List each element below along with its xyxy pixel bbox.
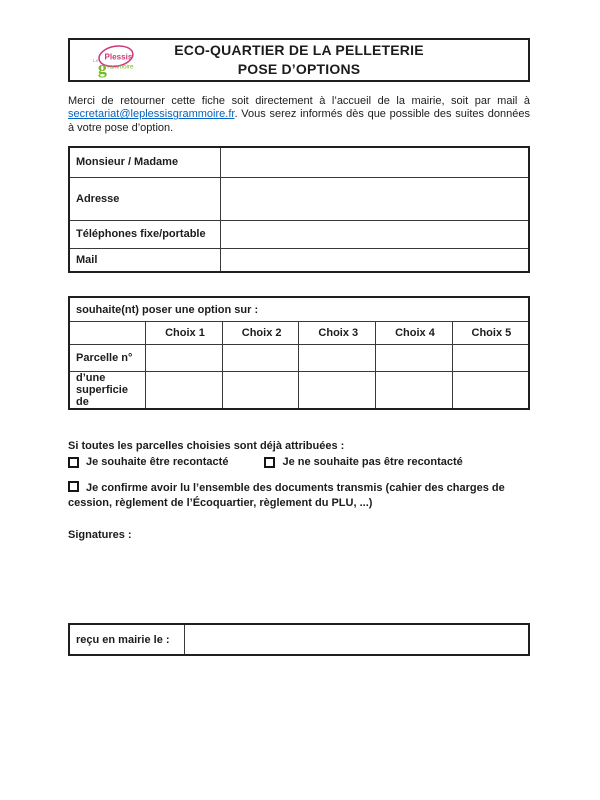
superficie-choix5-cell[interactable] [452,372,529,410]
reception-date-field[interactable] [185,624,530,655]
intro-paragraph [68,95,530,135]
svg-text:Le: Le [93,58,99,64]
confirmation-label: Je confirme avoir lu l’ensemble des documents transmis (cahier des charges de cession, règlement de l’Écoquartier, règlement du PLU, ...) [68,482,505,509]
table-row [69,624,529,655]
form-content [68,0,530,656]
reception-table [68,623,530,656]
recontact-no-label: Je ne souhaite pas être recontacté [282,456,463,469]
table-row [69,147,529,177]
recontact-intro: Si toutes les parcelles choisies sont déjà attribuées : [68,440,345,453]
superficie-choix3-cell[interactable] [299,372,376,410]
recontact-options [68,456,530,468]
column-header-choix1: Choix 1 [146,322,223,345]
signatures-label: Signatures : [68,529,132,542]
recontact-yes-checkbox[interactable] [68,457,79,468]
column-header-choix5: Choix 5 [452,322,529,345]
recontact-no-checkbox[interactable] [264,457,275,468]
recontact-no-option [264,456,462,468]
options-corner-cell [69,322,146,345]
row-label-parcelle: Parcelle n° [69,345,146,372]
secretariat-email-link[interactable]: secretariat@leplessisgrammoire.fr [68,108,235,121]
svg-text:g: g [97,57,107,78]
table-row [69,248,529,272]
column-header-choix4: Choix 4 [376,322,453,345]
contact-field-address[interactable] [221,177,530,220]
column-header-choix2: Choix 2 [222,322,299,345]
svg-text:rammoire: rammoire [107,63,134,71]
confirmation-paragraph [68,481,530,510]
parcelle-choix5-cell[interactable] [452,345,529,372]
contact-field-name[interactable] [221,147,530,177]
contact-label-phones: Téléphones fixe/portable [69,220,221,248]
form-title-line2: POSE D’OPTIONS [237,61,361,77]
reception-label: reçu en mairie le : [69,624,185,655]
table-row [69,322,529,345]
recontact-yes-option [68,456,228,468]
form-header [68,38,530,82]
options-caption: souhaite(nt) poser une option sur : [69,297,529,322]
form-title-line1: ECO-QUARTIER DE LA PELLETERIE [174,42,424,58]
superficie-choix1-cell[interactable] [146,372,223,410]
contact-label-name: Monsieur / Madame [69,147,221,177]
table-row [69,297,529,322]
parcelle-choix3-cell[interactable] [299,345,376,372]
table-row [69,345,529,372]
contact-field-mail[interactable] [221,248,530,272]
recontact-yes-label: Je souhaite être recontacté [86,456,229,469]
intro-text-after-link: . Vous serez informés dès que possible des suites données à votre pose d’option. [68,108,530,134]
confirmation-checkbox[interactable] [68,481,79,492]
options-table [68,296,530,410]
table-row [69,177,529,220]
plessis-grammoire-logo-icon [86,42,144,80]
parcelle-choix1-cell[interactable] [146,345,223,372]
svg-text:Plessis: Plessis [104,52,133,62]
intro-text-before-link: Merci de retourner cette fiche soit directement à l’accueil de la mairie, soit par mail à [68,95,530,107]
parcelle-choix2-cell[interactable] [222,345,299,372]
superficie-choix4-cell[interactable] [376,372,453,410]
table-row [69,220,529,248]
contact-table [68,146,530,273]
column-header-choix3: Choix 3 [299,322,376,345]
contact-label-mail: Mail [69,248,221,272]
parcelle-choix4-cell[interactable] [376,345,453,372]
row-label-superficie: d’une superficie de [69,372,146,410]
contact-field-phones[interactable] [221,220,530,248]
superficie-choix2-cell[interactable] [222,372,299,410]
table-row [69,372,529,410]
contact-label-address: Adresse [69,177,221,220]
